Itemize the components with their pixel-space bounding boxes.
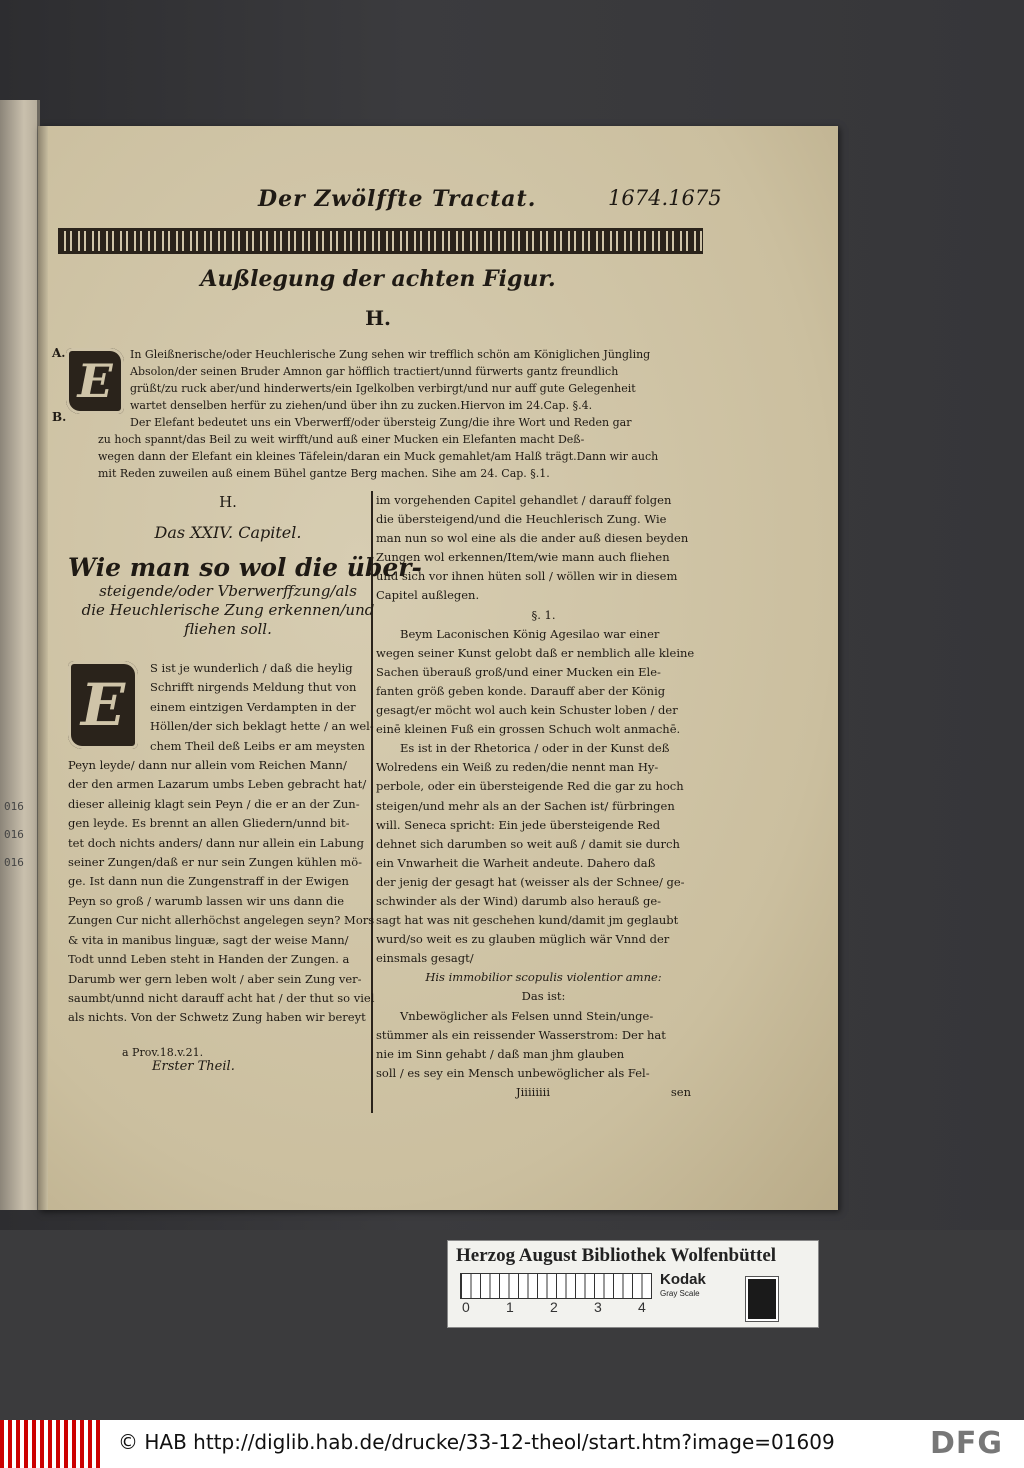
kodak-label: Kodak bbox=[660, 1271, 706, 1288]
text-line: will. Seneca spricht: Ein jede übersteigende Red bbox=[376, 817, 661, 832]
text-line: wegen dann der Elefant ein kleines Täfelein/daran ein Muck gemahlet/am Halß trägt.Dann wir auch bbox=[98, 450, 659, 463]
das-ist-label: Das ist: bbox=[521, 989, 566, 1004]
text-line: zu hoch spannt/das Beil zu weit wirfft/und auß einer Mucken ein Elefanten macht Deß- bbox=[98, 433, 585, 446]
chapter-body bbox=[68, 659, 388, 1028]
footer-copyright-url[interactable]: © HAB http://diglib.hab.de/drucke/33-12-theol/start.htm?image=01609 bbox=[118, 1430, 835, 1454]
text-line: gen leyde. Es brennt an allen Gliedern/unnd bit- bbox=[68, 816, 350, 831]
text-line: fanten größ geben konde. Darauff aber der König bbox=[376, 683, 666, 698]
text-line: wurd/so weit es zu glauben müglich wär Vnnd der bbox=[376, 932, 670, 947]
figure-heading: Außlegung der achten Figur. bbox=[200, 266, 556, 292]
text-line: Höllen/der sich beklagt hette / an wel- bbox=[150, 719, 374, 734]
text-line: Schrifft nirgends Meldung thut von bbox=[150, 680, 357, 695]
text-line: sagt hat was nit geschehen kund/damit jm geglaubt bbox=[376, 913, 679, 928]
ornamental-border bbox=[58, 228, 703, 254]
latin-verse: His immobilior scopulis violentior amne: bbox=[425, 970, 662, 985]
gray-swatch bbox=[746, 1277, 778, 1321]
margin-letter-b: B. bbox=[52, 410, 67, 424]
text-line: die übersteigend/und die Heuchlerisch Zung. Wie bbox=[376, 512, 667, 527]
text-line: man nun so wol eine als die ander auß diesen beyden bbox=[376, 531, 689, 546]
text-line: perbole, oder ein übersteigende Red die gar zu hoch bbox=[376, 779, 684, 794]
intro-drop-cap: E bbox=[66, 348, 124, 414]
ruler-number: 0 bbox=[462, 1299, 470, 1315]
text-line: mit Reden zuweilen auß einem Bühel gantze Berg machen. Sihe am 24. Cap. §.1. bbox=[98, 467, 550, 480]
hab-logo-icon bbox=[0, 1420, 100, 1468]
signature-mark: Erster Theil. bbox=[152, 1058, 235, 1074]
text-line: als nichts. Von der Schwetz Zung haben wir bereyt bbox=[68, 1010, 366, 1025]
text-line: chem Theil deß Leibs er am meysten bbox=[150, 738, 365, 753]
catch-line bbox=[376, 1083, 711, 1102]
text-line: schwinder als der Wind) darumb also herauß ge- bbox=[376, 893, 662, 908]
text-line: gesagt/er möcht wol auch kein Schuster loben / der bbox=[376, 703, 678, 718]
text-line: der jenig der gesagt hat (weisser als der Schnee/ ge- bbox=[376, 874, 685, 889]
text-line: dieser alleinig klagt sein Peyn / die er an der Zun- bbox=[68, 796, 360, 811]
text-line: Wolredens ein Weiß zu reden/die nennt man Hy- bbox=[376, 760, 659, 775]
text-line: ein Vnwarheit die Warheit andeute. Dahero daß bbox=[376, 855, 656, 870]
dfg-logo: DFG bbox=[930, 1426, 1004, 1461]
text-line: dehnet sich darumben so weit auß / damit sie durch bbox=[376, 836, 680, 851]
ruler-number: 1 bbox=[506, 1299, 514, 1315]
left-column bbox=[68, 491, 422, 1074]
figure-explanation bbox=[68, 346, 713, 482]
section-letter: H. bbox=[219, 493, 237, 511]
page-spine-shadow bbox=[38, 126, 48, 1210]
text-line: grüßt/zu ruck aber/und hinderwerts/ein Igelkolben verbirgt/und nur auff gute Gelegenheit bbox=[130, 382, 636, 395]
right-column bbox=[376, 491, 711, 1102]
text-line: Vnbewöglicher als Felsen unnd Stein/unge- bbox=[400, 1008, 654, 1023]
footnote: a Prov.18.v.21. bbox=[122, 1045, 204, 1059]
ruler-number: 2 bbox=[550, 1299, 558, 1315]
chapter-heading-line: die Heuchlerische Zung erkennen/und bbox=[81, 601, 375, 619]
section-mark: §. 1. bbox=[531, 607, 556, 622]
catchword: sen bbox=[670, 1084, 691, 1099]
text-line: nie im Sinn gehabt / daß man jhm glauben bbox=[376, 1046, 625, 1061]
chapter-heading-line: steigende/oder Vberwerffzung/als bbox=[99, 582, 357, 600]
gray-scale-label: Gray Scale bbox=[660, 1289, 700, 1298]
text-line: Es ist in der Rhetorica / oder in der Kunst deß bbox=[400, 741, 670, 756]
text-line: einsmals gesagt/ bbox=[376, 951, 474, 966]
text-line: Capitel außlegen. bbox=[376, 588, 480, 603]
prev-page-number: 016 bbox=[4, 800, 24, 813]
prev-page-number: 016 bbox=[4, 856, 24, 869]
text-line: und sich vor ihnen hüten soll / wöllen wir in diesem bbox=[376, 569, 678, 584]
body-drop-cap: E bbox=[68, 661, 138, 749]
figure-letter: H. bbox=[365, 306, 391, 330]
book-page bbox=[38, 126, 838, 1210]
previous-page-edge bbox=[0, 100, 40, 1210]
running-head-page-numbers: 1674.1675 bbox=[608, 186, 722, 210]
text-line: Zungen wol erkennen/Item/wie mann auch fliehen bbox=[376, 550, 670, 565]
text-line: Der Elefant bedeutet uns ein Vberwerff/oder übersteig Zung/die ihre Wort und Reden gar bbox=[130, 416, 632, 429]
text-line: stümmer als ein reissender Wasserstrom: Der hat bbox=[376, 1027, 666, 1042]
library-name: Herzog August Bibliothek Wolfenbüttel bbox=[456, 1245, 777, 1266]
text-line: einē kleinen Fuß ein grossen Schuch wolt anmachē. bbox=[376, 722, 681, 737]
signature-mark: Jiiiiiiii bbox=[516, 1084, 551, 1099]
text-line: S ist je wunderlich / daß die heylig bbox=[150, 661, 353, 675]
text-line: saumbt/unnd nicht darauff acht hat / der thut so viel bbox=[68, 990, 375, 1005]
text-line: Darumb wer gern leben wolt / aber sein Zung ver- bbox=[68, 971, 362, 986]
text-line: tet doch nichts anders/ dann nur allein ein Labung bbox=[68, 835, 364, 850]
text-line: steigen/und mehr als an der Sachen ist/ fürbringen bbox=[376, 798, 675, 813]
chapter-heading: Wie man so wol die über- bbox=[68, 553, 422, 582]
text-line: Sachen überauß groß/und einer Mucken ein Ele- bbox=[376, 664, 661, 679]
text-line: der den armen Lazarum umbs Leben gebracht hat/ bbox=[68, 777, 367, 792]
text-line: ge. Ist dann nun die Zungenstraff in der Ewigen bbox=[68, 874, 349, 889]
text-line: In Gleißnerische/oder Heuchlerische Zung sehen wir trefflich schön am Königlichen Jüngling bbox=[130, 348, 651, 361]
chapter-title: Das XXIV. Capitel. bbox=[154, 523, 302, 542]
footer-bar bbox=[0, 1420, 1024, 1468]
text-line: Todt unnd Leben steht in Handen der Zungen. a bbox=[68, 952, 350, 967]
text-line: wegen seiner Kunst gelobt daß er nemblich alle kleine bbox=[376, 645, 695, 660]
text-line: & vita in manibus linguæ, sagt der weise Mann/ bbox=[68, 932, 349, 947]
scale-ruler bbox=[460, 1273, 652, 1299]
chapter-heading-line: fliehen soll. bbox=[184, 620, 272, 638]
text-line: Beym Laconischen König Agesilao war einer bbox=[400, 626, 660, 641]
ruler-number: 4 bbox=[638, 1299, 646, 1315]
text-line: soll / es sey ein Mensch unbewöglicher als Fel- bbox=[376, 1065, 650, 1080]
text-line: Peyn so groß / warumb lassen wir uns dann die bbox=[68, 893, 345, 908]
running-head-title: Der Zwölffte Tractat. bbox=[258, 186, 537, 212]
text-line: seiner Zungen/daß er nur sein Zungen kühlen mö- bbox=[68, 855, 363, 870]
prev-page-number: 016 bbox=[4, 828, 24, 841]
text-line: Peyn leyde/ dann nur allein vom Reichen Mann/ bbox=[68, 758, 347, 773]
margin-letter-a: A. bbox=[52, 346, 66, 360]
ruler-number: 3 bbox=[594, 1299, 602, 1315]
library-color-card bbox=[447, 1240, 819, 1328]
text-line: Zungen Cur nicht allerhöchst angelegen seyn? Mors bbox=[68, 913, 375, 928]
text-line: Absolon/der seinen Bruder Amnon gar höfflich tractiert/unnd fürwerts gantz freundlich bbox=[130, 365, 619, 378]
text-line: wartet denselben herfür zu ziehen/und über ihn zu zucken.Hiervon im 24.Cap. §.4. bbox=[130, 399, 593, 412]
text-line: einem eintzigen Verdampten in der bbox=[150, 699, 356, 714]
text-line: im vorgehenden Capitel gehandlet / darauff folgen bbox=[376, 493, 672, 507]
